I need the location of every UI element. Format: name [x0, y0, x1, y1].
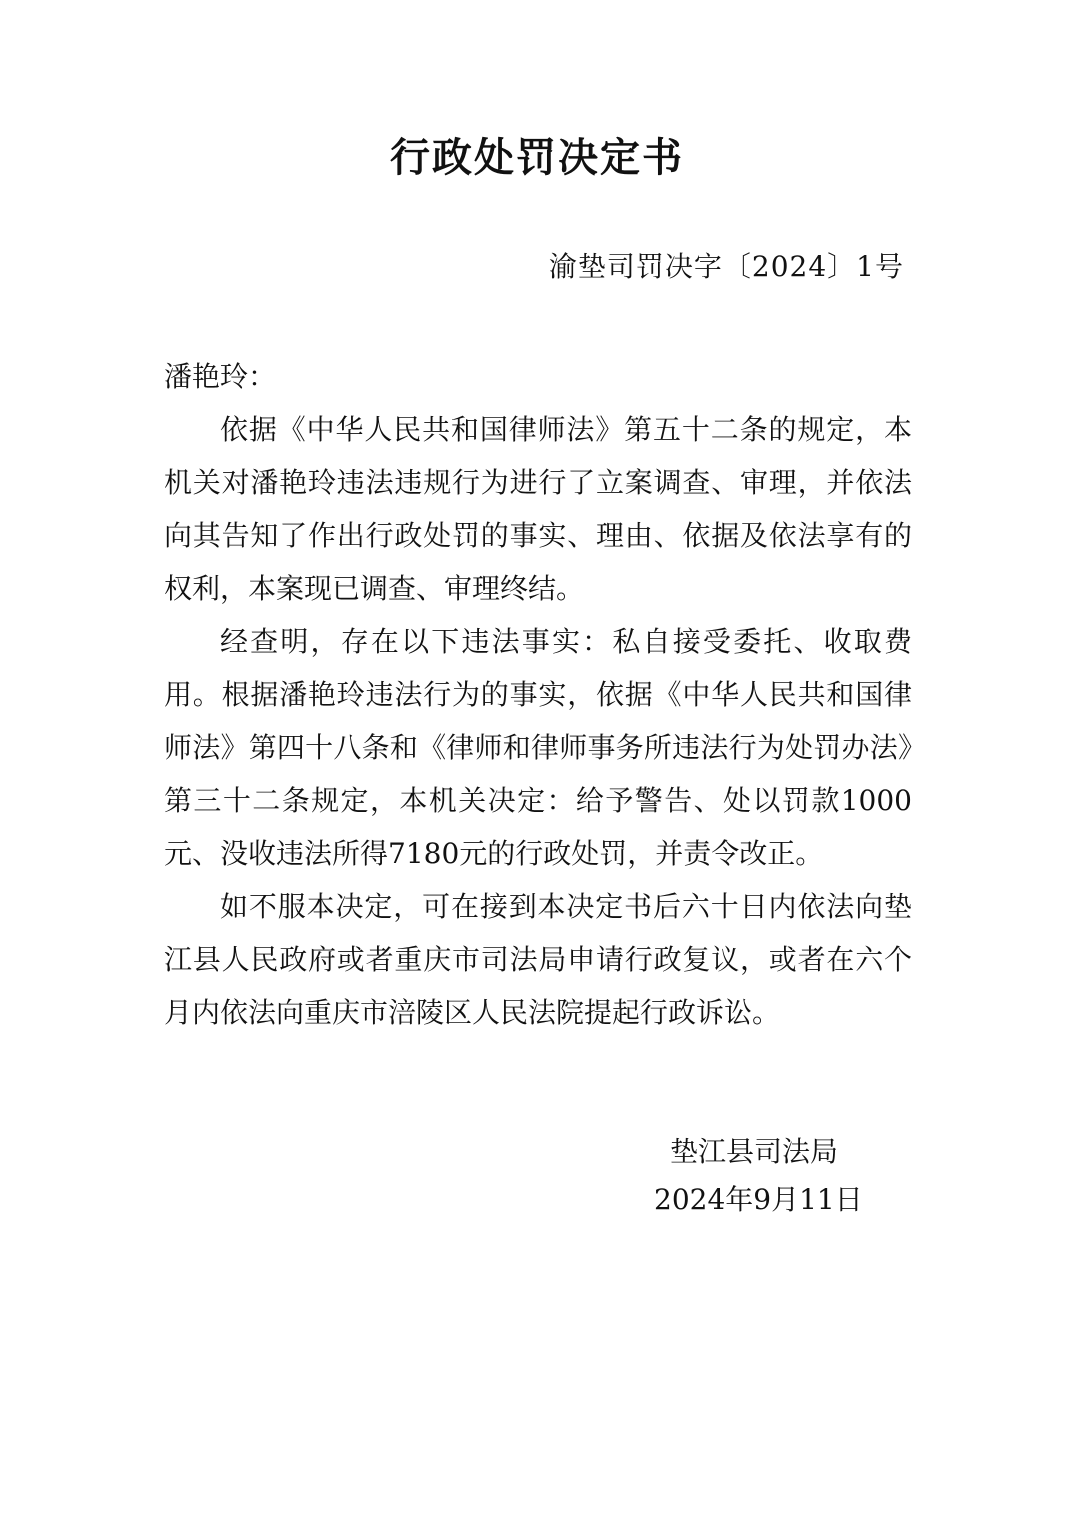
- addressee: 潘艳玲：: [164, 360, 277, 393]
- paragraph-findings: 经查明，存在以下违法事实：私自接受委托、收取费用。根据潘艳玲违法行为的事实，依据《中华人民共和国律师法》第四十八条和《律师和律师事务所违法行为处罚办法》第三十二条规定，本机关决定：给予警告、处以罚款1000元、没收违法所得7180元的行政处罚，并责令改正。: [164, 625, 912, 870]
- signature-block: [640, 1128, 900, 1224]
- document-number: 渝垫司罚决字〔2024〕1号: [548, 250, 904, 283]
- document-body: [164, 350, 912, 1039]
- paragraph-basis: 依据《中华人民共和国律师法》第五十二条的规定，本机关对潘艳玲违法违规行为进行了立案调查、审理，并依法向其告知了作出行政处罚的事实、理由、依据及依法享有的权利，本案现已调查、审理终结。: [164, 413, 912, 605]
- issuing-organization: 垫江县司法局: [670, 1135, 839, 1168]
- issue-date: 2024年9月11日: [654, 1183, 863, 1216]
- paragraph-appeal: 如不服本决定，可在接到本决定书后六十日内依法向垫江县人民政府或者重庆市司法局申请行政复议，或者在六个月内依法向重庆市涪陵区人民法院提起行政诉讼。: [164, 890, 912, 1029]
- document-title: 行政处罚决定书: [390, 134, 684, 181]
